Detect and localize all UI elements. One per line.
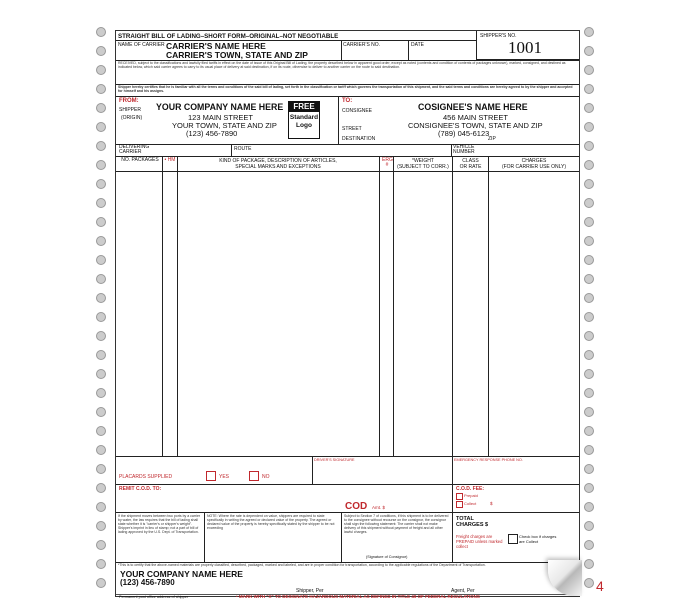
carrier-address: CARRIER'S TOWN, STATE AND ZIP — [166, 50, 308, 60]
cod-prepaid-checkbox[interactable] — [456, 493, 463, 500]
bill-of-lading-form — [115, 30, 580, 597]
col-erg: ERG # — [382, 157, 393, 168]
shipper-name: YOUR COMPANY NAME HERE — [156, 102, 284, 112]
street-label: STREET — [342, 126, 362, 132]
col-charges-line2: (FOR CARRIER USE ONLY) — [501, 164, 567, 170]
footer-certify-text: *This is to certify that the above-named materials are properly classified, described, packaged, marked and labeled, and are in proper condition for transportation, according to the applicable regulations of the Department of Transportation. — [118, 563, 486, 567]
origin-label: (ORIGIN) — [121, 115, 143, 121]
shipper-town: YOUR TOWN, STATE AND ZIP — [172, 121, 277, 130]
col-weight-line2: (SUBJECT TO CORR.) — [397, 164, 449, 170]
shippers-no-label: SHIPPER'S NO. — [480, 33, 517, 39]
total-charges-label: CHARGES $ — [456, 522, 489, 528]
shipper-phone: (123) 456-7890 — [186, 129, 238, 138]
placards-yes-label: YES — [219, 474, 230, 480]
logo-free-text: FREE — [289, 102, 319, 112]
shipper-per-label: Shipper, Per — [296, 588, 324, 594]
cod-big-label: COD — [345, 501, 368, 512]
col-class-line1: CLASS — [462, 158, 479, 164]
hazmat-notice: • MARK WITH "X" TO DESIGNATE HAZARDOUS MATERIAL AS DEFINED IN TITLE 49 OF FEDERAL REGULATIONS — [236, 594, 480, 599]
signature-of-consignor-label: (Signature of Consignor) — [366, 555, 408, 559]
collect-charges-text: Check box if charges are Collect — [519, 534, 557, 544]
from-label: FROM: — [119, 98, 139, 104]
permanent-address-label: Permanent post office address of shipper — [119, 595, 189, 599]
remit-cod-label: REMIT C.O.D. TO: — [119, 486, 162, 492]
placards-no-label: NO — [262, 474, 270, 480]
logo-line1: Standard — [289, 114, 319, 121]
placards-no-checkbox[interactable] — [249, 471, 259, 481]
driver-signature-label: DRIVER'S SIGNATURE — [314, 458, 355, 462]
total-label: TOTAL — [456, 516, 474, 522]
col-weight-line1: *WEIGHT — [412, 158, 434, 164]
consignee-name: COSIGNEE'S NAME HERE — [418, 102, 528, 112]
consignee-phone: (789) 045-6123 — [438, 129, 490, 138]
cod-prepaid-label: Prepaid — [464, 493, 478, 498]
shipper-label: SHIPPER — [119, 107, 141, 113]
date-label: DATE — [411, 42, 424, 48]
shipper-street: 123 MAIN STREET — [188, 113, 254, 122]
placards-yes-checkbox[interactable] — [206, 471, 216, 481]
cod-consignor-note: Subject to Section 7 of conditions, if this shipment is to be delivered to the consignee without recourse on the consignor, the consignor shall sign the following statement: The carrier shall not make delivery of this shipment without payment of freight and all other lawful charges. — [344, 514, 449, 534]
consignee-town: CONSIGNEE'S TOWN, STATE AND ZIP — [408, 121, 543, 130]
col-hm: • HM — [164, 157, 176, 163]
cod-middle-note: NOTE: Where the rate is dependent on value, shippers are required to state specifically in writing the agreed or declared value of the property. The agreed or declared value of the property is hereby specifically stated by the shipper to be not exceeding — [207, 514, 335, 530]
cod-fee-dollar: $ — [490, 501, 493, 506]
destination-label: DESTINATION — [342, 136, 376, 142]
page-number: 4 — [596, 578, 604, 594]
emergency-phone-label: EMERGENCY RESPONSE PHONE NO. — [454, 458, 523, 462]
consignee-street: 456 MAIN STREET — [443, 113, 509, 122]
footer-company-phone: (123) 456-7890 — [120, 578, 175, 587]
shippers-no-value: 1001 — [508, 38, 542, 57]
delivering-carrier-label: DELIVERING CARRIER — [119, 144, 150, 155]
form-title: STRAIGHT BILL OF LADING–SHORT FORM–ORIGINAL–NOT NEGOTIABLE — [118, 33, 339, 40]
zip-label: ZIP — [488, 136, 496, 142]
placards-supplied-label: PLACARDS SUPPLIED — [119, 474, 173, 480]
col-no-packages: NO. PACKAGES — [121, 157, 159, 163]
col-kind-line2: SPECIAL MARKS AND EXCEPTIONS — [235, 164, 321, 170]
col-class-line2: OR RATE — [459, 164, 482, 170]
col-charges-line1: CHARGES — [521, 158, 547, 164]
carrier-name: CARRIER'S NAME HERE — [166, 41, 266, 51]
carriers-no-label: CARRIER'S NO. — [343, 42, 381, 48]
standard-logo — [288, 101, 320, 139]
route-label: ROUTE — [234, 146, 252, 152]
vehicle-number-label: VEHICLE NUMBER — [453, 144, 475, 155]
collect-charges-checkbox[interactable] — [508, 534, 518, 544]
cod-collect-checkbox[interactable] — [456, 501, 463, 508]
agent-per-label: Agent, Per — [451, 588, 475, 594]
cod-collect-label: Collect — [464, 501, 477, 506]
shipper-certify-text: Shipper hereby certifies that he is familiar with all the terms and conditions of the said bill of lading, set forth in the classification or tariff which governs the transportation of this shipment, and the said terms and conditions are hereby agreed to by the shipper and accepted for himself and his assigns. — [118, 85, 573, 93]
logo-line2: Logo — [296, 122, 312, 129]
to-label: TO: — [342, 98, 353, 104]
cod-left-note: If the shipment moves between two ports by a carrier by water, the law requires that the bill of lading shall state whether it is "carrier's or shipper's weight". Shipper's imprint in lieu of stamp; not a part of bill of lading approved by the U.S. Dept. of Transportation. — [118, 514, 201, 534]
name-of-carrier-label: NAME OF CARRIER — [118, 42, 165, 48]
freight-charges-note: Freight charges are PREPAID unless marked collect — [456, 534, 503, 549]
cod-fee-label: C.O.D. FEE: — [456, 486, 485, 492]
footer-company-name: YOUR COMPANY NAME HERE — [120, 569, 243, 579]
cod-amount-label: Amt. $ — [372, 505, 386, 510]
col-kind-line1: KIND OF PACKAGE, DESCRIPTION OF ARTICLES, — [219, 158, 337, 164]
received-terms-text: RECEIVED, subject to the classifications and lawfully filed tariffs in effect on the date of issue of this Original Bill of Lading, the property described below in apparent good order, except as noted (contents and condition of contents of packages unknown), marked, consigned, and destined as indicated below, which said carrier agrees to carry to its usual place of delivery at said destination, if on its route, otherwise to deliver to another carrier on the route to said destination. — [118, 61, 566, 69]
consignee-label: CONSIGNEE — [342, 108, 373, 114]
